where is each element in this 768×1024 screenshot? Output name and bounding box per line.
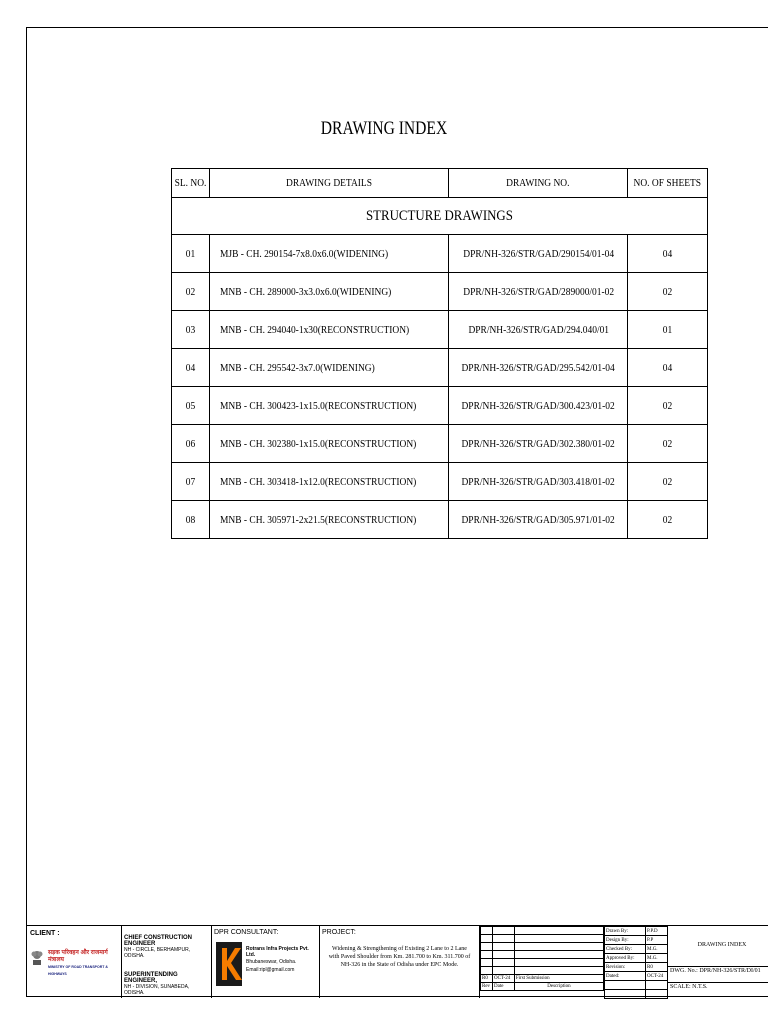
cell-drawing-details: MNB - CH. 302380-1x15.0(RECONSTRUCTION) — [209, 425, 448, 463]
cce-address: NH - CIRCLE, BERHAMPUR, ODISHA. — [124, 947, 191, 959]
cell-drawing-no: DPR/NH-326/STR/GAD/295.542/01-04 — [449, 349, 628, 387]
approval-label: Approved By: — [605, 954, 646, 963]
cell-no-of-sheets: 02 — [628, 501, 708, 539]
table-header-row — [172, 169, 708, 198]
approval-value: R0 — [646, 963, 668, 972]
approval-row — [605, 963, 668, 972]
cell-sl-no: 04 — [172, 349, 210, 387]
cell-drawing-details: MNB - CH. 303418-1x12.0(RECONSTRUCTION) — [209, 463, 448, 501]
revision-header-row: Rev Date Description — [481, 983, 604, 991]
cell-drawing-details: MNB - CH. 300423-1x15.0(RECONSTRUCTION) — [209, 387, 448, 425]
cell-drawing-details: MNB - CH. 294040-1x30(RECONSTRUCTION) — [209, 311, 448, 349]
cell-sl-no: 03 — [172, 311, 210, 349]
cell-sl-no: 07 — [172, 463, 210, 501]
cell-no-of-sheets: 01 — [628, 311, 708, 349]
project-label: PROJECT: — [322, 929, 356, 936]
drawing-index-table — [171, 168, 708, 539]
table-row — [172, 311, 708, 349]
table-row — [172, 501, 708, 539]
cell-drawing-details: MNB - CH. 289000-3x3.0x6.0(WIDENING) — [209, 273, 448, 311]
consultant-email: Email:ripl@gmail.com — [246, 967, 295, 973]
approval-row — [605, 927, 668, 936]
table-row — [172, 387, 708, 425]
approval-row — [605, 945, 668, 954]
cell-sl-no: 06 — [172, 425, 210, 463]
se-label: SUPERINTENDING ENGINEER, — [124, 972, 178, 984]
cell-no-of-sheets: 02 — [628, 387, 708, 425]
approval-value: P.P — [646, 936, 668, 945]
cell-drawing-no: DPR/NH-326/STR/GAD/289000/01-02 — [449, 273, 628, 311]
cell-no-of-sheets: 02 — [628, 425, 708, 463]
cell-sl-no: 08 — [172, 501, 210, 539]
section-title: STRUCTURE DRAWINGS — [172, 198, 708, 235]
cell-drawing-no: DPR/NH-326/STR/GAD/294.040/01 — [449, 311, 628, 349]
consultant-name: Rotrans Infra Projects Pvt. Ltd. — [246, 946, 309, 958]
cell-no-of-sheets: 04 — [628, 235, 708, 273]
cell-drawing-no: DPR/NH-326/STR/GAD/305.971/01-02 — [449, 501, 628, 539]
revision-row: R0 OCT-24 First Submission — [481, 975, 604, 983]
cell-sl-no: 05 — [172, 387, 210, 425]
client-cell — [26, 926, 122, 998]
consultant-city: Bhubaneswar, Odisha. — [246, 959, 297, 965]
approval-row — [605, 972, 668, 981]
cell-drawing-no: DPR/NH-326/STR/GAD/300.423/01-02 — [449, 387, 628, 425]
consultant-logo-icon — [216, 942, 242, 986]
approval-value: M.G. — [646, 954, 668, 963]
cell-sl-no: 02 — [172, 273, 210, 311]
cell-drawing-no: DPR/NH-326/STR/GAD/303.418/01-02 — [449, 463, 628, 501]
drawing-title-label: DRAWING INDEX — [697, 942, 747, 948]
cell-drawing-details: MJB - CH. 290154-7x8.0x6.0(WIDENING) — [209, 235, 448, 273]
drawing-info-cell — [668, 926, 768, 998]
cell-drawing-details: MNB - CH. 305971-2x21.5(RECONSTRUCTION) — [209, 501, 448, 539]
engineers-cell — [122, 926, 212, 998]
cell-no-of-sheets: 02 — [628, 273, 708, 311]
consultant-label: DPR CONSULTANT: — [214, 929, 279, 936]
revision-table — [480, 926, 604, 998]
cell-sl-no: 01 — [172, 235, 210, 273]
approval-row — [605, 954, 668, 963]
cell-drawing-no: DPR/NH-326/STR/GAD/302.380/01-02 — [449, 425, 628, 463]
scale-label: SCALE: N.T.S. — [668, 982, 768, 990]
table-row — [172, 463, 708, 501]
cce-label: CHIEF CONSTRUCTION ENGINEER — [124, 935, 192, 947]
page-title: DRAWING INDEX — [320, 118, 448, 139]
se-address: NH - DIVISION, SUNABEDA, ODISHA. — [124, 984, 190, 996]
title-block — [26, 925, 768, 998]
table-row — [172, 235, 708, 273]
approval-value: OCT-24 — [646, 972, 668, 981]
cell-drawing-no: DPR/NH-326/STR/GAD/290154/01-04 — [449, 235, 628, 273]
table-row — [172, 425, 708, 463]
project-description: Widening & Strengthening of Existing 2 Lane to 2 Lane with Paved Shoulder from Km. 281.700 to Km. 311.700 of NH-326 in the State of Odisha under EPC Mode. — [328, 946, 471, 968]
section-row — [172, 198, 708, 235]
approval-value: P.P.D — [646, 927, 668, 936]
ministry-logo: सड़क परिवहन और राजमार्ग मंत्रालय MINISTRY OF ROAD TRANSPORT & HIGHWAYS — [48, 950, 108, 976]
header-drawing-details: DRAWING DETAILS — [209, 169, 448, 198]
approval-label: Revision: — [605, 963, 646, 972]
project-cell — [320, 926, 480, 998]
cell-no-of-sheets: 02 — [628, 463, 708, 501]
client-label: CLIENT : — [30, 930, 60, 937]
table-row — [172, 273, 708, 311]
table-row — [172, 349, 708, 387]
approval-label: Dated: — [605, 972, 646, 981]
dwg-number: DWG. No.: DPR/NH-326/STR/DI/01 — [668, 966, 768, 974]
consultant-cell — [212, 926, 320, 998]
approval-table — [604, 926, 668, 998]
approval-label: Checked By: — [605, 945, 646, 954]
cell-drawing-details: MNB - CH. 295542-3x7.0(WIDENING) — [209, 349, 448, 387]
header-no-of-sheets: NO. OF SHEETS — [628, 169, 708, 198]
approval-label: Drawn By: — [605, 927, 646, 936]
approval-row — [605, 936, 668, 945]
national-emblem-icon — [30, 948, 44, 966]
approval-value: M.G. — [646, 945, 668, 954]
header-drawing-no: DRAWING NO. — [449, 169, 628, 198]
header-sl-no: SL. NO. — [172, 169, 210, 198]
approval-label: Design By: — [605, 936, 646, 945]
cell-no-of-sheets: 04 — [628, 349, 708, 387]
